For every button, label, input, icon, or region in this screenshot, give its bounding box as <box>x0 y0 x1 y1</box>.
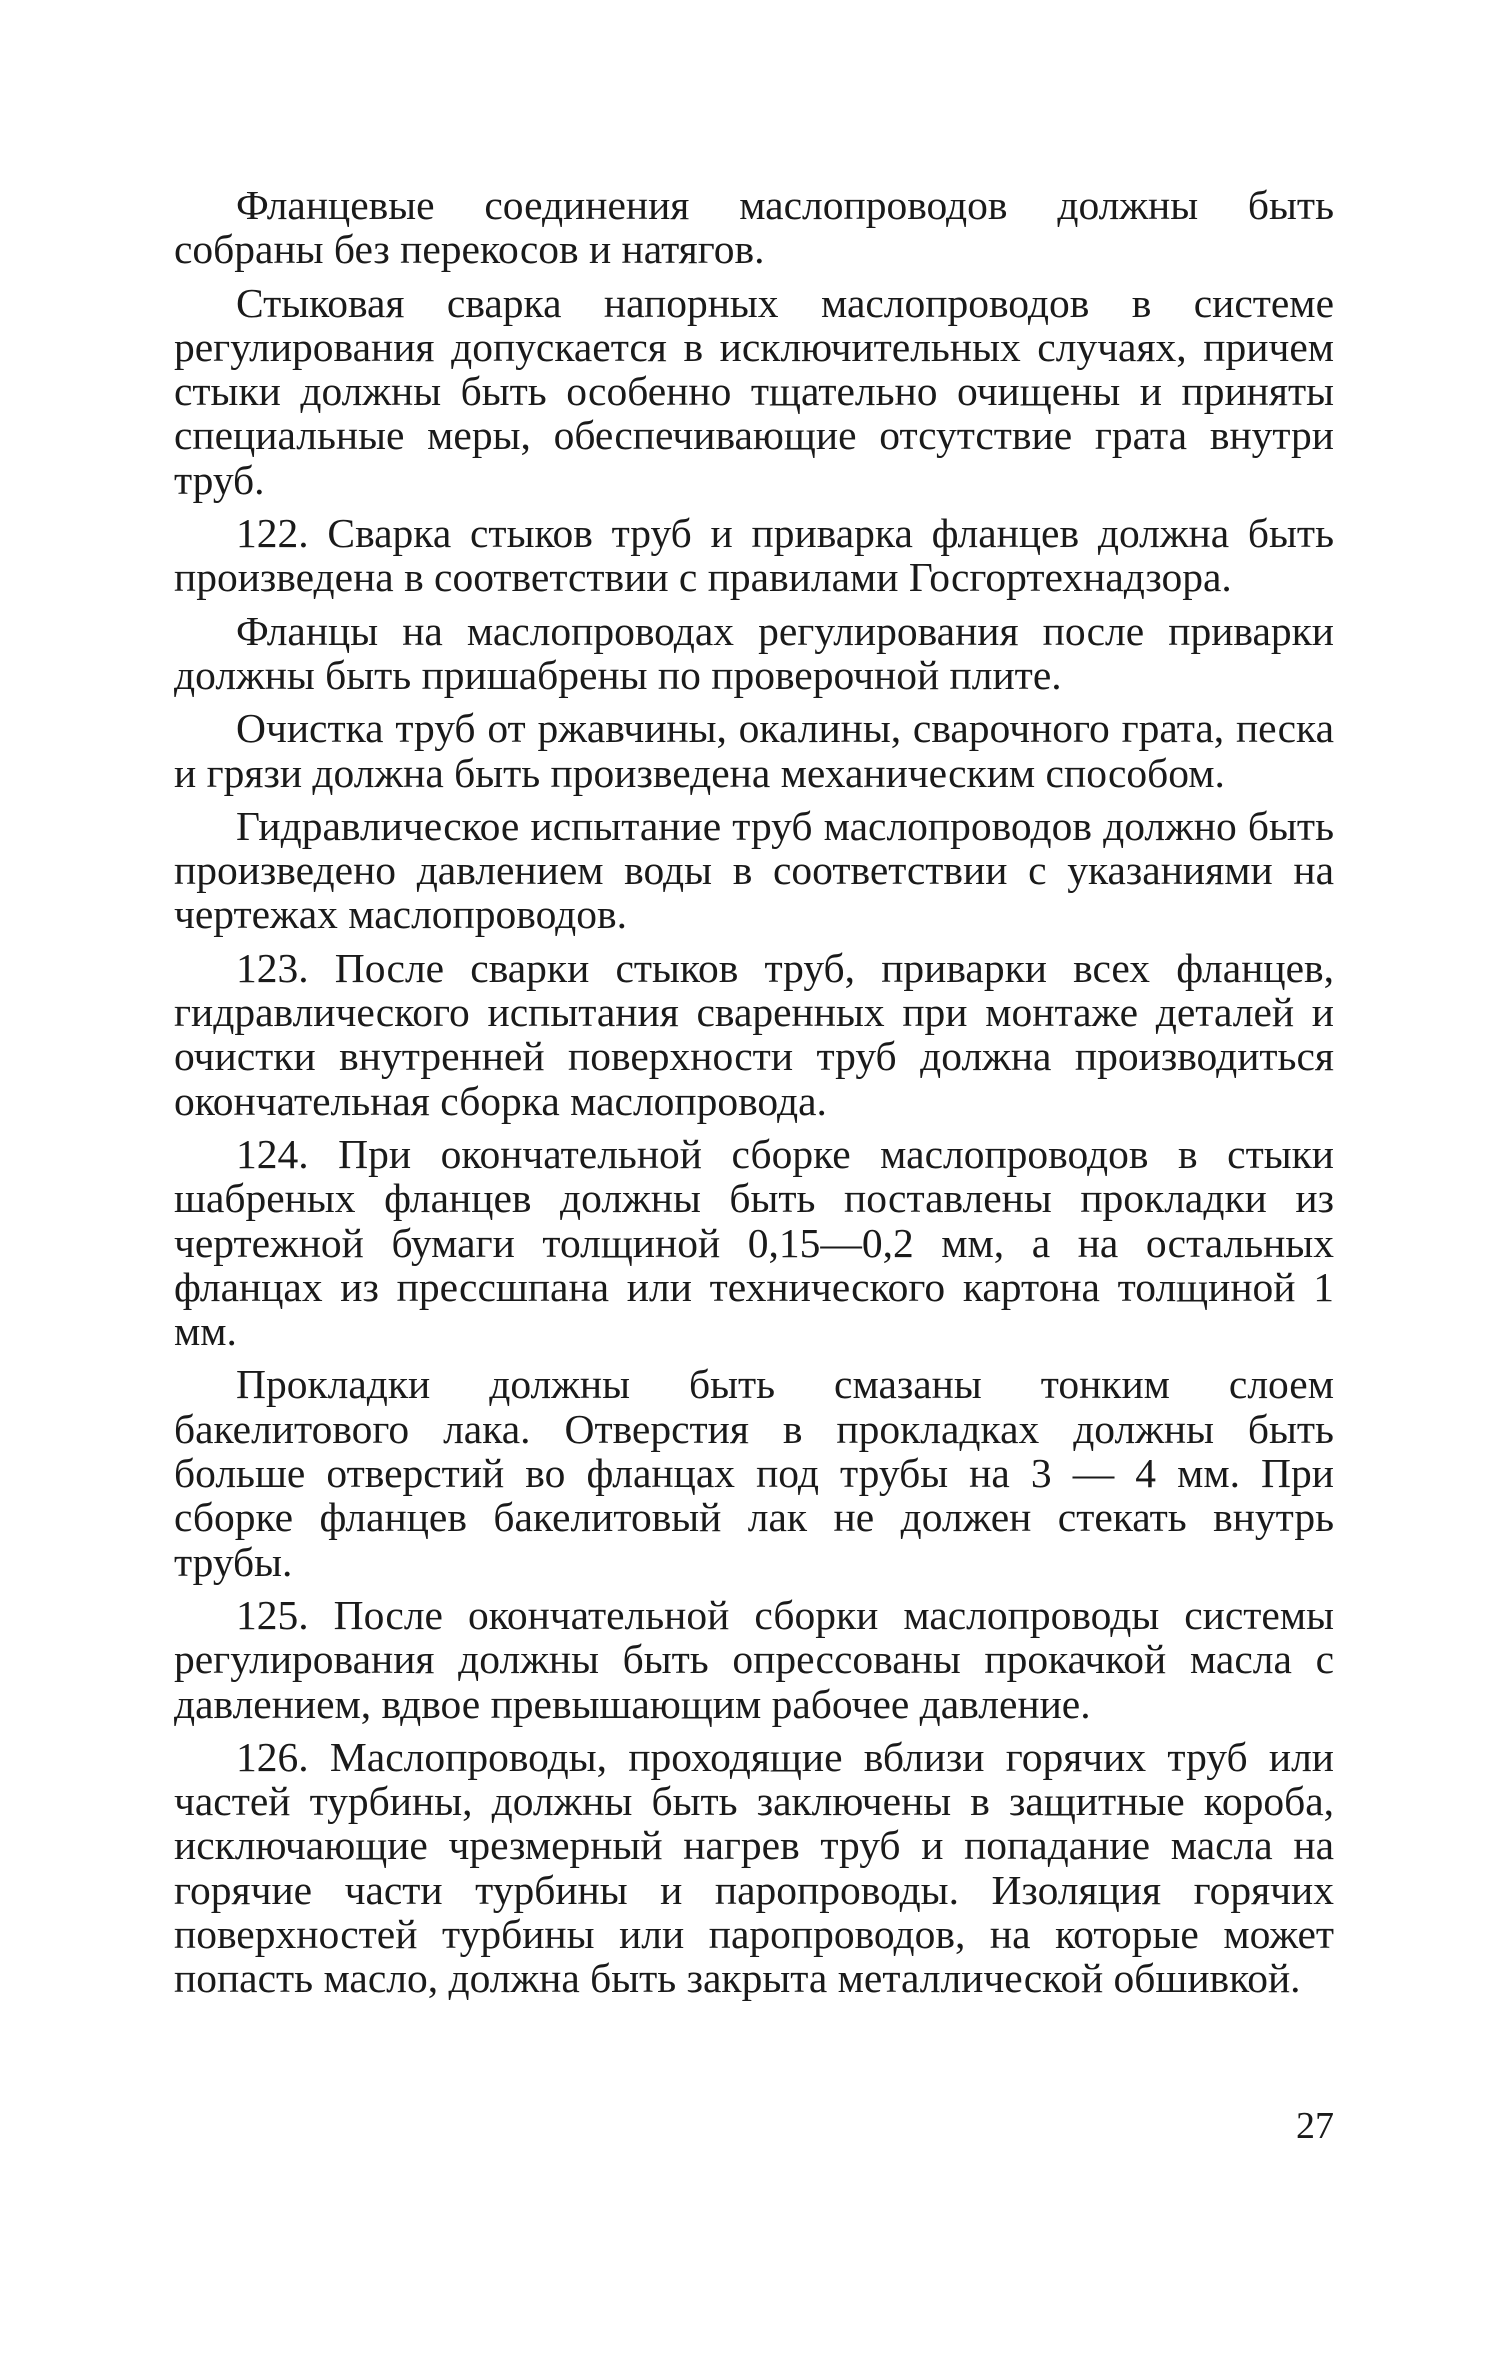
paragraph-flange-connections: Фланцевые соединения маслопроводов должны быть собраны без перекосов и натягов. <box>174 182 1334 273</box>
paragraph-123: 123. После сварки стыков труб, приварки всех фланцев, гидравлического испытания сваренных при монтаже деталей и очистки внутренней поверхности труб должна производиться окончательная сборка маслопровода. <box>174 944 1334 1124</box>
paragraph-flange-scraping: Фланцы на маслопроводах регулирования после приварки должны быть пришабрены по проверочной плите. <box>174 607 1334 698</box>
paragraph-gaskets: Прокладки должны быть смазаны тонким слоем бакелитового лака. Отверстия в прокладках должны быть больше отверстий во фланцах под трубы на 3 — 4 мм. При сборке фланцев бакелитовый лак не должен стекать внутрь трубы. <box>174 1361 1334 1585</box>
paragraph-pipe-cleaning: Очистка труб от ржавчины, окалины, сварочного грата, песка и грязи должна быть произведена механическим способом. <box>174 705 1334 796</box>
page-number: 27 <box>1296 2105 1334 2147</box>
paragraph-125: 125. После окончательной сборки маслопроводы системы регулирования должны быть опрессованы прокачкой масла с давлением, вдвое превышающим рабочее давление. <box>174 1591 1334 1727</box>
paragraph-122: 122. Сварка стыков труб и приварка фланцев должна быть произведена в соответствии с правилами Госгортехнадзора. <box>174 510 1334 601</box>
paragraph-124: 124. При окончательной сборке маслопроводов в стыки шабреных фланцев должны быть поставлены прокладки из чертежной бумаги толщиной 0,15—0,2 мм, а на остальных фланцах из прессшпана или технического картона толщиной 1 мм. <box>174 1130 1334 1355</box>
paragraph-hydraulic-test: Гидравлическое испытание труб маслопроводов должно быть произведено давлением воды в соответствии с указаниями на чертежах маслопроводов. <box>174 802 1334 938</box>
paragraph-126: 126. Маслопроводы, проходящие вблизи горячих труб или частей турбины, должны быть заключены в защитные короба, исключающие чрезмерный нагрев труб и попадание масла на горячие части турбины и паропроводы. Изоляция горячих поверхностей турбины или паропроводов, на которые может попасть масло, должна быть закрыта металлической обшивкой. <box>174 1733 1334 2002</box>
paragraph-butt-welding: Стыковая сварка напорных маслопроводов в системе регулирования допускается в исключительных случаях, причем стыки должны быть особенно тщательно очищены и приняты специальные меры, обеспечивающие отсутствие грата внутри труб. <box>174 279 1334 503</box>
body-text <box>174 183 1334 2010</box>
